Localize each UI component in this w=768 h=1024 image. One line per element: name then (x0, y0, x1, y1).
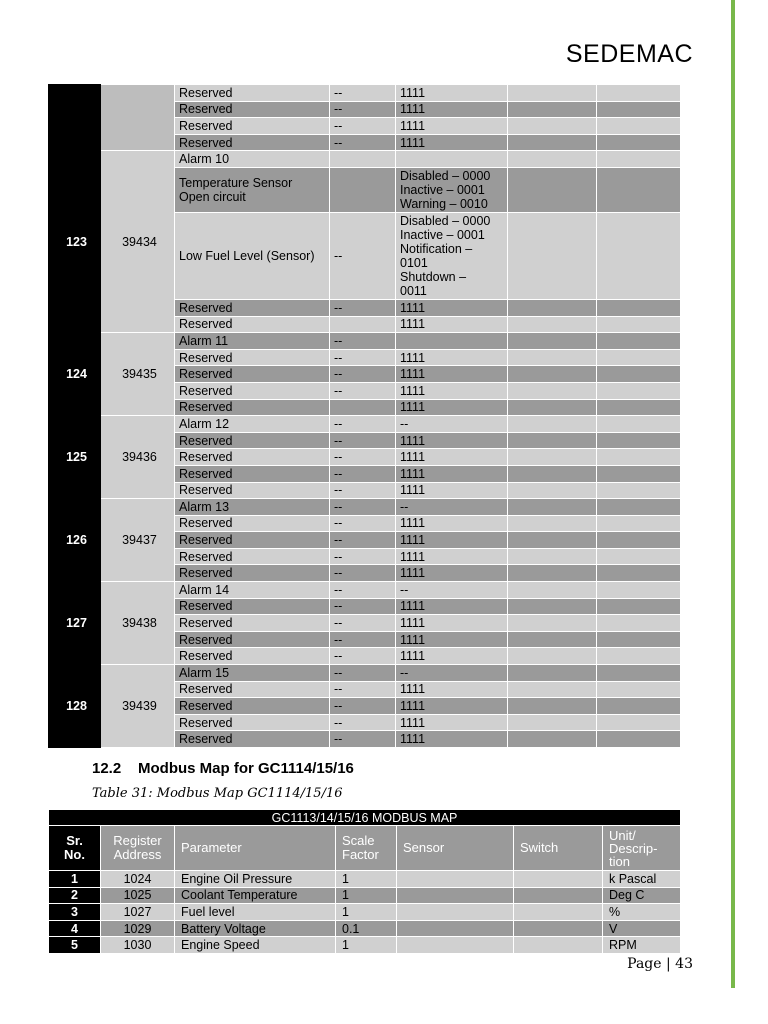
switch-cell (508, 548, 597, 565)
scale-cell: -- (330, 212, 396, 299)
unit-cell (597, 548, 681, 565)
parameter-cell: Reserved (175, 118, 330, 135)
scale-cell: 1 (336, 887, 397, 904)
register-cell: 39436 (101, 416, 175, 499)
scale-cell: -- (330, 731, 396, 748)
header-unit-text: Unit/ Descrip- tion (609, 827, 658, 869)
scale-cell: -- (330, 482, 396, 499)
scale-cell: -- (330, 615, 396, 632)
register-cell: 39439 (101, 665, 175, 748)
switch-cell (508, 416, 597, 433)
parameter-cell: Reserved (175, 565, 330, 582)
register-cell: 39434 (101, 151, 175, 333)
scale-cell: -- (330, 515, 396, 532)
switch-cell (508, 349, 597, 366)
sensor-cell: 1111 (396, 714, 508, 731)
header-register-address (101, 826, 175, 871)
parameter-cell: Fuel level (175, 904, 336, 921)
unit-cell: k Pascal (603, 871, 681, 888)
parameter-cell: Reserved (175, 714, 330, 731)
sensor-cell: 1111 (396, 366, 508, 383)
parameter-cell: Low Fuel Level (Sensor) (175, 212, 330, 299)
green-margin-rule (731, 0, 735, 988)
register-cell: 39437 (101, 499, 175, 582)
modbus-table-title: GC1113/14/15/16 MODBUS MAP (49, 810, 681, 826)
unit-cell: Deg C (603, 887, 681, 904)
parameter-cell: Coolant Temperature (175, 887, 336, 904)
switch-cell (508, 499, 597, 516)
switch-cell (508, 333, 597, 350)
sensor-cell (397, 887, 514, 904)
switch-cell (508, 399, 597, 416)
sensor-cell: 1111 (396, 316, 508, 333)
sensor-cell (397, 937, 514, 954)
parameter-cell: Alarm 14 (175, 582, 330, 599)
sr-no-cell: 2 (49, 887, 101, 904)
alarm-register-table (48, 84, 681, 748)
header-switch: Switch (514, 826, 603, 871)
scale-cell: -- (330, 681, 396, 698)
switch-cell (508, 151, 597, 168)
parameter-cell: Alarm 11 (175, 333, 330, 350)
scale-cell (330, 399, 396, 416)
sr-no-cell: 124 (49, 333, 101, 416)
parameter-cell: Alarm 12 (175, 416, 330, 433)
scale-cell: -- (330, 714, 396, 731)
section-heading (92, 760, 354, 777)
scale-cell: -- (330, 598, 396, 615)
switch-cell (508, 515, 597, 532)
unit-cell (597, 399, 681, 416)
table-row (49, 871, 681, 888)
sensor-cell: Disabled – 0000 Inactive – 0001 Notification – 0101 Shutdown – 0011 (396, 212, 508, 299)
table-row (49, 85, 681, 102)
scale-cell: 1 (336, 904, 397, 921)
switch-cell (508, 698, 597, 715)
switch-cell (508, 316, 597, 333)
unit-cell: RPM (603, 937, 681, 954)
switch-cell (508, 382, 597, 399)
sr-no-cell: 5 (49, 937, 101, 954)
unit-cell (597, 648, 681, 665)
scale-cell (330, 151, 396, 168)
switch-cell (508, 648, 597, 665)
sensor-cell: 1111 (396, 532, 508, 549)
modbus-map-table (48, 809, 681, 954)
sensor-cell (397, 920, 514, 937)
switch-cell (514, 871, 603, 888)
parameter-cell: Reserved (175, 432, 330, 449)
parameter-cell: Engine Oil Pressure (175, 871, 336, 888)
switch-cell (508, 118, 597, 135)
sr-no-cell: 125 (49, 416, 101, 499)
scale-cell: -- (330, 134, 396, 151)
scale-cell: -- (330, 582, 396, 599)
parameter-cell: Reserved (175, 449, 330, 466)
sensor-cell: 1111 (396, 731, 508, 748)
sr-no-cell: 4 (49, 920, 101, 937)
unit-cell (597, 366, 681, 383)
sr-no-cell: 1 (49, 871, 101, 888)
section-number: 12.2 (92, 760, 122, 777)
unit-cell (597, 482, 681, 499)
unit-cell (597, 515, 681, 532)
sensor-cell: -- (396, 665, 508, 682)
sensor-cell: 1111 (396, 382, 508, 399)
unit-cell (597, 134, 681, 151)
scale-cell (330, 316, 396, 333)
section-title: Modbus Map for GC1114/15/16 (138, 760, 354, 777)
scale-cell: -- (330, 333, 396, 350)
scale-cell: -- (330, 299, 396, 316)
parameter-cell: Reserved (175, 349, 330, 366)
header-parameter: Parameter (175, 826, 336, 871)
switch-cell (508, 482, 597, 499)
switch-cell (514, 887, 603, 904)
header-scale-factor (336, 826, 397, 871)
table-row (49, 333, 681, 350)
parameter-cell: Reserved (175, 598, 330, 615)
switch-cell (508, 465, 597, 482)
unit-cell (597, 499, 681, 516)
parameter-cell: Alarm 13 (175, 499, 330, 516)
sensor-cell: 1111 (396, 631, 508, 648)
unit-cell (597, 532, 681, 549)
switch-cell (508, 681, 597, 698)
register-cell: 39438 (101, 582, 175, 665)
parameter-cell: Reserved (175, 615, 330, 632)
scale-cell: -- (330, 366, 396, 383)
parameter-cell: Reserved (175, 399, 330, 416)
brand-header: SEDEMAC (565, 40, 693, 68)
parameter-cell: Engine Speed (175, 937, 336, 954)
sensor-cell: 1111 (396, 449, 508, 466)
sr-no-cell: 128 (49, 665, 101, 748)
switch-cell (508, 366, 597, 383)
unit-cell (597, 212, 681, 299)
scale-cell: -- (330, 101, 396, 118)
scale-cell: -- (330, 416, 396, 433)
unit-cell (597, 598, 681, 615)
switch-cell (508, 631, 597, 648)
switch-cell (508, 212, 597, 299)
sensor-cell: Disabled – 0000 Inactive – 0001 Warning – 0010 (396, 167, 508, 212)
sensor-cell: -- (396, 416, 508, 433)
unit-cell (597, 382, 681, 399)
unit-cell (597, 349, 681, 366)
scale-cell: 0.1 (336, 920, 397, 937)
sensor-cell: 1111 (396, 681, 508, 698)
unit-cell (597, 582, 681, 599)
table-row (49, 920, 681, 937)
sensor-cell: 1111 (396, 399, 508, 416)
switch-cell (514, 920, 603, 937)
unit-cell (597, 631, 681, 648)
header-unit (603, 826, 681, 871)
scale-cell: -- (330, 382, 396, 399)
scale-cell: -- (330, 465, 396, 482)
sensor-cell: -- (396, 582, 508, 599)
scale-cell: -- (330, 665, 396, 682)
sensor-cell: 1111 (396, 648, 508, 665)
sensor-cell: 1111 (396, 482, 508, 499)
switch-cell (508, 167, 597, 212)
unit-cell (597, 681, 681, 698)
sensor-cell: 1111 (396, 101, 508, 118)
switch-cell (508, 615, 597, 632)
unit-cell (597, 615, 681, 632)
sensor-cell: 1111 (396, 565, 508, 582)
parameter-cell: Reserved (175, 482, 330, 499)
scale-cell: 1 (336, 937, 397, 954)
scale-cell: -- (330, 118, 396, 135)
scale-cell (330, 167, 396, 212)
unit-cell (597, 449, 681, 466)
sensor-cell (396, 333, 508, 350)
header-scale-text: Scale Factor (342, 833, 379, 862)
switch-cell (514, 904, 603, 921)
unit-cell (597, 118, 681, 135)
sr-no-cell: 127 (49, 582, 101, 665)
register-cell: 1029 (101, 920, 175, 937)
switch-cell (508, 432, 597, 449)
unit-cell (597, 714, 681, 731)
scale-cell: -- (330, 631, 396, 648)
register-cell: 1024 (101, 871, 175, 888)
parameter-cell: Reserved (175, 631, 330, 648)
scale-cell: -- (330, 432, 396, 449)
sensor-cell (397, 871, 514, 888)
page-number: Page | 43 (627, 956, 693, 972)
scale-cell: -- (330, 499, 396, 516)
switch-cell (508, 565, 597, 582)
sensor-cell: 1111 (396, 598, 508, 615)
parameter-cell: Reserved (175, 681, 330, 698)
switch-cell (508, 101, 597, 118)
unit-cell (597, 101, 681, 118)
scale-cell: -- (330, 85, 396, 102)
unit-cell (597, 698, 681, 715)
register-cell: 1030 (101, 937, 175, 954)
parameter-cell: Reserved (175, 698, 330, 715)
header-sensor: Sensor (397, 826, 514, 871)
unit-cell (597, 432, 681, 449)
sensor-cell (396, 151, 508, 168)
table-caption: Table 31: Modbus Map GC1114/15/16 (92, 786, 343, 801)
sensor-cell: 1111 (396, 465, 508, 482)
register-cell: 1027 (101, 904, 175, 921)
switch-cell (508, 731, 597, 748)
scale-cell: -- (330, 449, 396, 466)
scale-cell: 1 (336, 871, 397, 888)
parameter-cell: Temperature Sensor Open circuit (175, 167, 330, 212)
register-cell: 39435 (101, 333, 175, 416)
unit-cell (597, 167, 681, 212)
unit-cell (597, 731, 681, 748)
sensor-cell: 1111 (396, 698, 508, 715)
switch-cell (514, 937, 603, 954)
parameter-cell: Reserved (175, 134, 330, 151)
sensor-cell: 1111 (396, 615, 508, 632)
register-cell: 1025 (101, 887, 175, 904)
unit-cell (597, 316, 681, 333)
table-row (49, 151, 681, 168)
header-sr-no (49, 826, 101, 871)
switch-cell (508, 532, 597, 549)
scale-cell: -- (330, 648, 396, 665)
table-row (49, 904, 681, 921)
unit-cell (597, 416, 681, 433)
parameter-cell: Reserved (175, 515, 330, 532)
table-row (49, 582, 681, 599)
scale-cell: -- (330, 349, 396, 366)
parameter-cell: Reserved (175, 299, 330, 316)
parameter-cell: Reserved (175, 366, 330, 383)
parameter-cell: Battery Voltage (175, 920, 336, 937)
scale-cell: -- (330, 532, 396, 549)
table-row (49, 665, 681, 682)
parameter-cell: Reserved (175, 382, 330, 399)
table-row (49, 887, 681, 904)
switch-cell (508, 582, 597, 599)
switch-cell (508, 665, 597, 682)
header-register-text: Register Address (113, 833, 162, 862)
scale-cell: -- (330, 565, 396, 582)
parameter-cell: Reserved (175, 648, 330, 665)
parameter-cell: Reserved (175, 532, 330, 549)
sr-no-cell: 3 (49, 904, 101, 921)
switch-cell (508, 714, 597, 731)
sensor-cell: 1111 (396, 515, 508, 532)
parameter-cell: Reserved (175, 465, 330, 482)
sensor-cell: 1111 (396, 432, 508, 449)
unit-cell (597, 665, 681, 682)
scale-cell: -- (330, 548, 396, 565)
sr-no-cell: 126 (49, 499, 101, 582)
parameter-cell: Reserved (175, 731, 330, 748)
unit-cell: % (603, 904, 681, 921)
header-sr-no-text: Sr. No. (64, 833, 85, 862)
sensor-cell (397, 904, 514, 921)
unit-cell (597, 151, 681, 168)
unit-cell (597, 565, 681, 582)
parameter-cell: Alarm 10 (175, 151, 330, 168)
switch-cell (508, 449, 597, 466)
sr-no-cell (49, 85, 101, 151)
unit-cell (597, 465, 681, 482)
parameter-cell: Reserved (175, 548, 330, 565)
parameter-cell: Reserved (175, 101, 330, 118)
table-row (49, 416, 681, 433)
sensor-cell: 1111 (396, 85, 508, 102)
switch-cell (508, 299, 597, 316)
sensor-cell: 1111 (396, 118, 508, 135)
parameter-cell: Reserved (175, 316, 330, 333)
switch-cell (508, 598, 597, 615)
unit-cell (597, 299, 681, 316)
sensor-cell: 1111 (396, 349, 508, 366)
table-row (49, 937, 681, 954)
sensor-cell: 1111 (396, 548, 508, 565)
register-cell (101, 85, 175, 151)
scale-cell: -- (330, 698, 396, 715)
parameter-cell: Reserved (175, 85, 330, 102)
unit-cell (597, 333, 681, 350)
parameter-cell: Alarm 15 (175, 665, 330, 682)
unit-cell: V (603, 920, 681, 937)
sensor-cell: -- (396, 499, 508, 516)
sr-no-cell: 123 (49, 151, 101, 333)
table-row (49, 499, 681, 516)
switch-cell (508, 134, 597, 151)
unit-cell (597, 85, 681, 102)
sensor-cell: 1111 (396, 134, 508, 151)
sensor-cell: 1111 (396, 299, 508, 316)
switch-cell (508, 85, 597, 102)
